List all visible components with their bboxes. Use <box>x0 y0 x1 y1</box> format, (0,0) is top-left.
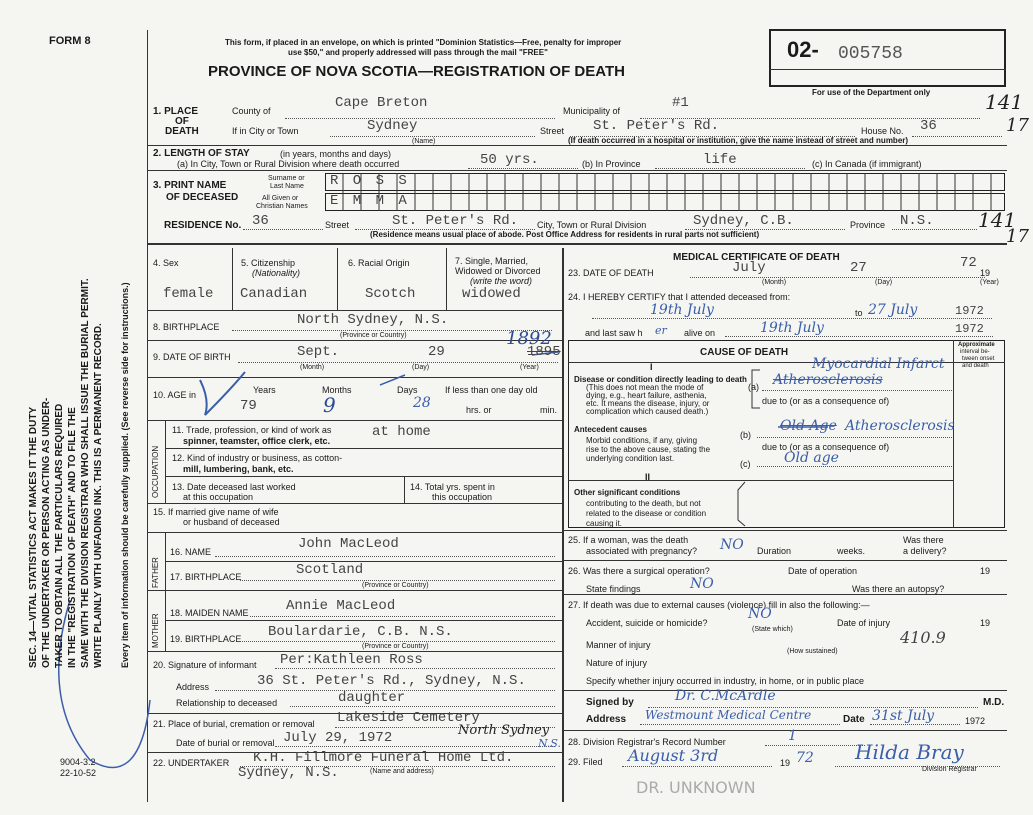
antecedent-2: Morbid conditions, if any, giving <box>586 436 698 445</box>
months-label: Months <box>322 385 352 395</box>
manner-label: Manner of injury <box>586 640 651 650</box>
state-which: (State which) <box>752 626 793 633</box>
weeks-label: weeks. <box>837 546 866 556</box>
age-label: 10. AGE in <box>153 390 197 400</box>
dept-code-1: 141 <box>985 90 1024 114</box>
residence-city-label: City, Town or Rural Division <box>537 220 647 230</box>
findings-value: NO <box>690 576 714 592</box>
birthplace-caption: (Province or Country) <box>340 332 407 339</box>
dob-label: 9. DATE OF BIRTH <box>153 352 231 362</box>
residence-city: Sydney, C.B. <box>693 213 794 229</box>
undertaker-name: K.H. Fillmore Funeral Home Ltd. <box>253 750 514 766</box>
disease-label-1: Disease or condition directly leading to death <box>574 375 747 384</box>
signed-value: Dr. C.McArdle <box>675 688 776 704</box>
residence-number: 36 <box>252 213 269 229</box>
cause-c: Old age <box>784 450 839 466</box>
stay-province-label: (b) In Province <box>582 159 641 169</box>
dod-year-caption: (Year) <box>980 279 999 286</box>
interval-3: tween onset <box>962 356 995 362</box>
stay-city-label: (a) In City, Town or Rural Division where death occurred <box>177 159 400 169</box>
due-to-a: due to (or as a consequence of) <box>762 396 890 406</box>
trade-label-1: 11. Trade, profession, or kind of work as <box>172 425 332 435</box>
informant-address: 36 St. Peter's Rd., Sydney, N.S. <box>257 673 526 689</box>
less-day-label: If less than one day old <box>445 385 538 395</box>
attend-to-word: to <box>855 308 863 318</box>
form-number: FORM 8 <box>49 35 91 47</box>
antecedent-1: Antecedent causes <box>574 425 647 434</box>
father-name-label: 16. NAME <box>170 547 212 557</box>
dob-year: 1892 <box>506 328 552 349</box>
med-address-label: Address <box>586 714 627 725</box>
registrar-signature: Hilda Bray <box>855 740 964 764</box>
medical-title: MEDICAL CERTIFICATE OF DEATH <box>673 252 840 263</box>
signed-label: Signed by <box>586 697 634 708</box>
interval-1: Approximate <box>958 342 995 348</box>
informant-address-label: Address <box>176 682 210 692</box>
mother-side-label: MOTHER <box>151 613 160 648</box>
days-label: Days <box>397 385 418 395</box>
undertaker-label: 22. UNDERTAKER <box>153 758 230 768</box>
trade-value: at home <box>372 424 431 440</box>
cause-b-struck: Old Age <box>780 418 837 434</box>
last-worked-label-2: at this occupation <box>183 492 254 502</box>
dod-year-prefix: 19 <box>980 268 991 278</box>
disease-label-2: (This does not mean the mode of <box>586 383 704 392</box>
filed-year: 72 <box>796 750 814 766</box>
municipality-label: Municipality of <box>563 106 621 116</box>
name-label-2: OF DECEASED <box>166 192 239 203</box>
med-date-label: Date <box>843 714 865 725</box>
place-label-2: OF <box>175 116 189 127</box>
spouse-label-1: 15. If married give name of wife <box>153 507 279 517</box>
residence-label: RESIDENCE No. <box>164 220 242 231</box>
dept-code-3: 141 <box>978 208 1017 232</box>
stay-province-value: life <box>703 152 737 168</box>
trade-label-2: spinner, teamster, office clerk, etc. <box>183 436 331 446</box>
street-label: Street <box>540 126 565 136</box>
record-value: 1 <box>788 728 797 744</box>
marital-label-3: (write the word) <box>470 276 533 286</box>
mother-birthplace-label: 19. BIRTHPLACE <box>170 634 242 644</box>
street-value: St. Peter's Rd. <box>593 118 720 134</box>
given-label-2: Christian Names <box>256 203 308 210</box>
sex-value: female <box>163 286 214 302</box>
informant-label: 20. Signature of informant <box>153 660 257 670</box>
side-notice-5: SAME WITH THE DIVISION REGISTRAR WHO SHALL ISSUE THE BURIAL PERMIT. <box>80 278 91 668</box>
citizenship-sub: (Nationality) <box>252 268 301 278</box>
med-date: 31st July <box>872 708 935 724</box>
stay-label: 2. LENGTH OF STAY <box>153 148 250 159</box>
last-saw-date: 19th July <box>760 320 824 336</box>
side-notice-4: IN THE "REGISTRATION OF DEATH" AND TO FILE THE <box>67 407 78 668</box>
dept-code-2: 17 <box>1006 115 1029 136</box>
surname-value: R O S S <box>330 173 410 189</box>
birthplace-label: 8. BIRTHPLACE <box>153 322 220 332</box>
accident-label: Accident, suicide or homicide? <box>586 618 708 628</box>
residence-province-label: Province <box>850 220 886 230</box>
op-date-label: Date of operation <box>788 566 858 576</box>
form-code-2: 22-10-52 <box>60 768 97 778</box>
last-saw-her: er <box>655 324 667 337</box>
undertaker-address: Sydney, N.S. <box>238 765 339 781</box>
mail-notice-1: This form, if placed in an envelope, on which is printed "Dominion Statistics—Free, penalty for improper <box>225 38 622 47</box>
undertaker-caption: (Name and address) <box>370 768 434 775</box>
filed-value: August 3rd <box>628 746 719 765</box>
med-address: Westmount Medical Centre <box>645 708 812 722</box>
house-label: House No. <box>861 126 904 136</box>
residence-street: St. Peter's Rd. <box>392 213 519 229</box>
racial-label: 6. Racial Origin <box>348 258 410 268</box>
industry-label-2: mill, lumbering, bank, etc. <box>183 464 294 474</box>
how-sustained: (How sustained) <box>787 648 838 655</box>
mother-birthplace-caption: (Province or Country) <box>362 643 429 650</box>
residence-province: N.S. <box>900 213 934 229</box>
given-name-value: E M M A <box>330 193 410 209</box>
side-notice-6: WRITE PLAINLY WITH UNFADING INK. THIS IS A PERMANENT RECORD. <box>93 323 104 668</box>
cause-b: Atherosclerosis <box>845 418 955 434</box>
dob-month-caption: (Month) <box>300 364 325 371</box>
name-label-1: 3. PRINT NAME <box>153 180 227 191</box>
attend-year: 1972 <box>955 304 984 318</box>
city-label: If in City or Town <box>232 126 299 136</box>
age-days: 28 <box>413 395 431 411</box>
age-months: 9 <box>323 393 336 417</box>
alive-on-label: alive on <box>684 328 716 338</box>
municipality-value: #1 <box>672 95 689 111</box>
other-4: causing it. <box>586 519 623 528</box>
last-worked-label-1: 13. Date deceased last worked <box>172 482 296 492</box>
md-label: M.D. <box>983 697 1005 708</box>
dod-month-caption: (Month) <box>762 279 787 286</box>
stamp-text: DR. UNKNOWN <box>636 778 756 797</box>
attend-to: 27 July <box>868 302 918 318</box>
dob-year-caption: (Year) <box>520 364 539 371</box>
registrar-caption: Division Registrar <box>922 766 977 773</box>
citizenship-label: 5. Citizenship <box>241 258 296 268</box>
burial-place-label: 21. Place of burial, cremation or removal <box>153 719 315 729</box>
surname-label-2: Last Name <box>270 183 304 190</box>
father-birthplace-label: 17. BIRTHPLACE <box>170 572 242 582</box>
cause-title: CAUSE OF DEATH <box>700 347 789 358</box>
stay-sublabel: (in years, months and days) <box>280 149 392 159</box>
side-notice-7: Every item of information should be carefully supplied. (See reverse side for instructions.) <box>120 282 130 668</box>
pregnancy-value: NO <box>720 537 744 553</box>
dob-day-caption: (Day) <box>412 364 430 371</box>
residence-note: (Residence means usual place of abode. Post Office Address for residents in rural parts not sufficient) <box>370 230 760 239</box>
interval-2: interval be- <box>960 349 990 355</box>
dob-month: Sept. <box>297 344 340 360</box>
filed-label: 29. Filed <box>568 757 603 767</box>
occupation-side-label: OCCUPATION <box>151 445 160 498</box>
relationship-label: Relationship to deceased <box>176 698 278 708</box>
accident-value: NO <box>748 606 772 622</box>
city-value: Sydney <box>367 118 418 134</box>
father-side-label: FATHER <box>151 557 160 588</box>
burial-date-label: Date of burial or removal <box>176 738 275 748</box>
min-label: min. <box>540 405 558 415</box>
attend-from: 19th July <box>650 302 714 318</box>
dept-use-caption: For use of the Department only <box>812 88 931 97</box>
findings-label: State findings <box>586 584 641 594</box>
side-notice-1: SEC. 14—VITAL STATISTICS ACT MAKES IT THE DUTY <box>28 406 39 668</box>
dod-day: 27 <box>850 260 867 276</box>
marital-label-1: 7. Single, Married, <box>455 256 529 266</box>
section-1: I <box>650 362 653 372</box>
disease-label-4: etc. It means the disease, injury, or <box>586 399 710 408</box>
father-name-value: John MacLeod <box>298 536 399 552</box>
father-birthplace-value: Scotland <box>296 562 364 578</box>
burial-ns-hand: N.S. <box>538 737 562 750</box>
cause-a: Myocardial Infarct <box>812 356 945 372</box>
certify-label: 24. I HEREBY CERTIFY that I attended deceased from: <box>568 292 791 302</box>
other-1: Other significant conditions <box>574 488 681 497</box>
marital-value: widowed <box>462 286 521 302</box>
relationship-value: daughter <box>338 690 406 706</box>
county-label: County of <box>232 106 271 116</box>
duration-label: Duration <box>757 546 792 556</box>
marital-label-2: Widowed or Divorced <box>455 266 541 276</box>
industry-label-1: 12. Kind of industry or business, as cotton- <box>172 453 343 463</box>
dob-day: 29 <box>428 344 445 360</box>
burial-date-value: July 29, 1972 <box>283 730 393 746</box>
section-2: II <box>645 472 651 482</box>
injury-date-label: Date of injury <box>837 618 891 628</box>
other-2: contributing to the death, but not <box>586 499 701 508</box>
residence-street-label: Street <box>325 220 350 230</box>
reg-number: 005758 <box>838 44 903 64</box>
mother-name-label: 18. MAIDEN NAME <box>170 608 249 618</box>
mother-name-value: Annie MacLeod <box>286 598 396 614</box>
dod-day-caption: (Day) <box>875 279 893 286</box>
specify-label: Specify whether injury occurred in industry, in home, or in public place <box>586 676 864 686</box>
med-date-year: 1972 <box>965 716 986 726</box>
pregnancy-label-1: 25. If a woman, was the death <box>568 535 689 545</box>
surgery-label: 26. Was there a surgical operation? <box>568 566 710 576</box>
side-notice-2: OF THE UNDERTAKER OR PERSON ACTING AS UNDER- <box>41 397 52 668</box>
antecedent-3: rise to the above cause, stating the <box>586 445 711 454</box>
hrs-label: hrs. or <box>466 405 492 415</box>
stay-city-value: 50 yrs. <box>480 152 539 168</box>
citizenship-value: Canadian <box>240 286 308 302</box>
disease-label-5: complication which caused death.) <box>586 407 709 416</box>
nature-label: Nature of injury <box>586 658 648 668</box>
antecedent-4: underlying condition last. <box>586 454 675 463</box>
mother-birthplace-value: Boulardarie, C.B. N.S. <box>268 624 453 640</box>
house-value: 36 <box>920 118 937 134</box>
age-checkmark <box>200 372 245 415</box>
stay-canada-label: (c) In Canada (if immigrant) <box>812 159 922 169</box>
manner-code: 410.9 <box>900 628 946 647</box>
father-birthplace-caption: (Province or Country) <box>362 582 429 589</box>
city-name-caption: (Name) <box>412 138 436 145</box>
given-label-1: All Given or <box>262 195 299 202</box>
last-saw-year: 1972 <box>955 322 984 336</box>
dept-code-4: 17 <box>1006 226 1029 247</box>
interval-4: and death <box>962 363 989 369</box>
total-years-label-2: this occupation <box>432 492 493 502</box>
county-value: Cape Breton <box>335 95 428 111</box>
sex-label: 4. Sex <box>153 258 179 268</box>
external-label: 27. If death was due to external causes (violence) fill in also the following:— <box>568 600 870 610</box>
last-saw-label: and last saw h <box>585 328 643 338</box>
pregnancy-label-2: associated with pregnancy? <box>586 546 698 556</box>
dod-label: 23. DATE OF DEATH <box>568 268 654 278</box>
years-label: Years <box>253 385 276 395</box>
informant-value: Per:Kathleen Ross <box>280 652 423 668</box>
total-years-label-1: 14. Total yrs. spent in <box>410 482 495 492</box>
delivery-label-2: a delivery? <box>903 546 947 556</box>
other-3: related to the disease or condition <box>586 509 707 518</box>
form-title: PROVINCE OF NOVA SCOTIA—REGISTRATION OF DEATH <box>208 63 625 80</box>
dob-year-struck: 1895 <box>527 344 561 360</box>
delivery-label-1: Was there <box>903 535 944 545</box>
cause-a-struck: Atherosclerosis <box>773 372 883 388</box>
place-label-1: 1. PLACE <box>153 106 199 117</box>
record-label: 28. Division Registrar's Record Number <box>568 737 726 747</box>
racial-value: Scotch <box>365 286 416 302</box>
hospital-note: (If death occurred in a hospital or institution, give the name instead of street and number) <box>568 136 909 145</box>
burial-place-hand: North Sydney <box>458 723 550 738</box>
disease-label-3: dying, e.g., heart failure, asthenia, <box>586 391 707 400</box>
due-to-b: due to (or as a consequence of) <box>762 442 890 452</box>
side-notice-3: TAKER TO OBTAIN ALL THE PARTICULARS REQUIRED <box>54 403 65 668</box>
place-label-3: DEATH <box>165 126 199 137</box>
autopsy-label: Was there an autopsy? <box>852 584 945 594</box>
dod-month: July <box>732 260 766 276</box>
mail-notice-2: use $50," and properly addressed will pass through the mail "FREE" <box>288 48 548 57</box>
burial-place-value: Lakeside Cemetery <box>337 710 480 726</box>
spouse-label-2: or husband of deceased <box>183 517 280 527</box>
dod-year: 72 <box>960 255 977 271</box>
surname-label-1: Surname or <box>268 175 305 182</box>
age-years: 79 <box>240 398 257 414</box>
form-code-1: 9004-3.2 <box>60 757 96 767</box>
birthplace-value: North Sydney, N.S. <box>297 312 449 328</box>
filed-19: 19 <box>780 758 791 768</box>
reg-prefix: 02- <box>787 37 819 62</box>
